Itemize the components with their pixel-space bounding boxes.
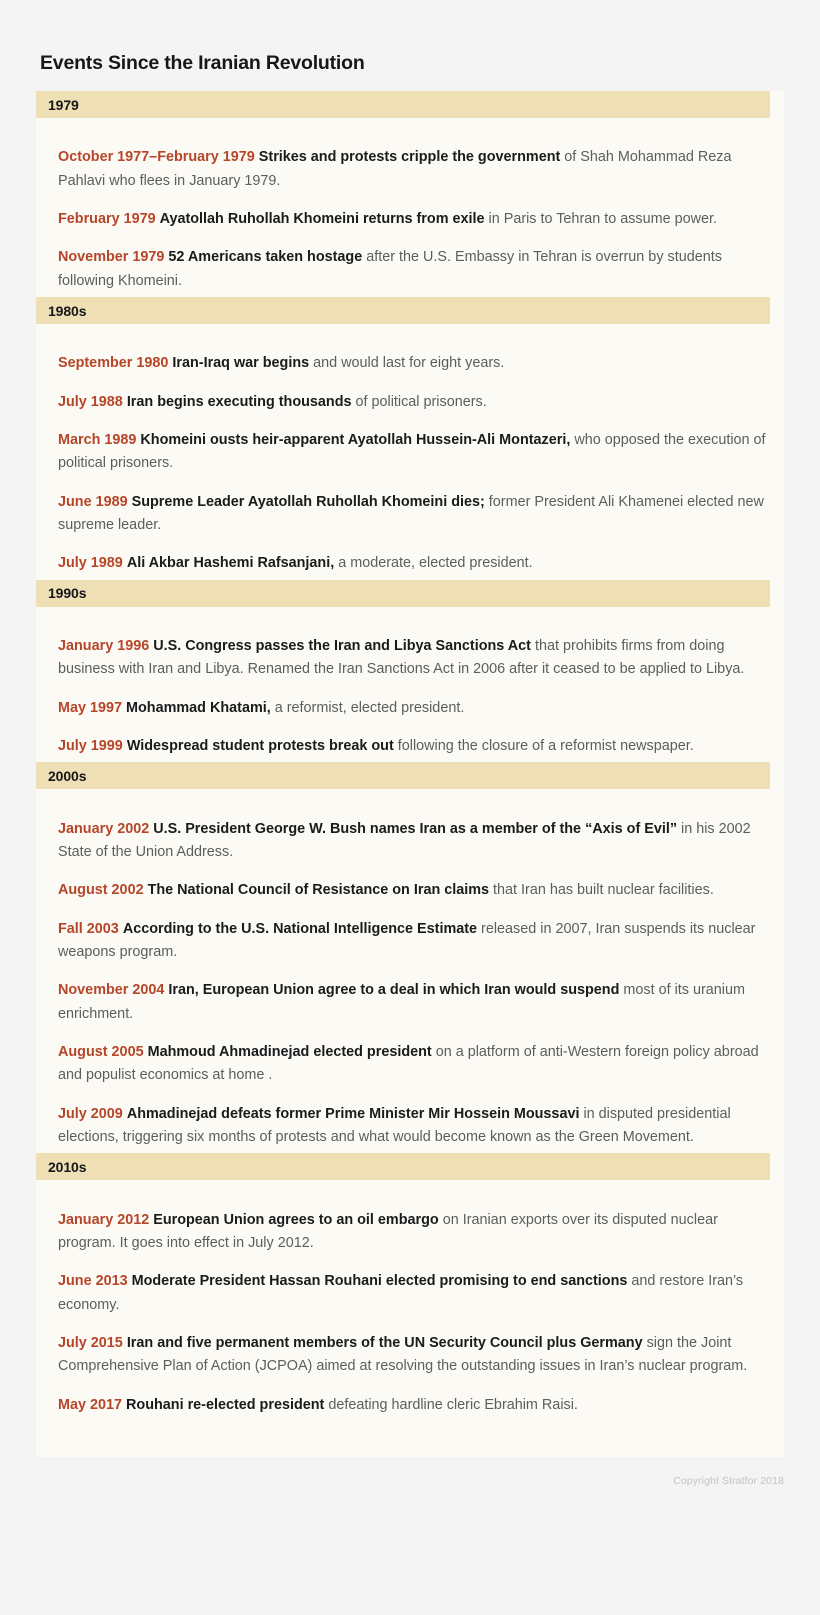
event-date: July 2009 [58, 1105, 123, 1122]
event-date: November 2004 [58, 982, 165, 999]
event-headline: European Union agrees to an oil embargo [153, 1211, 439, 1228]
event-list [36, 1180, 784, 1421]
event-date: March 1989 [58, 432, 137, 449]
event-body: former President Ali Khamenei elected new supreme leader. [58, 493, 764, 534]
decade-label: 2000s [48, 767, 87, 784]
decade-header [36, 297, 770, 324]
event-headline: According to the U.S. National Intelligence Estimate [122, 920, 478, 937]
event-date: September 1980 [58, 355, 169, 372]
decade-label: 1980s [48, 302, 87, 319]
event-headline: Widespread student protests break out [126, 738, 394, 755]
event-body: who opposed the execution of political prisoners. [58, 432, 766, 472]
decade-label: 2010s [48, 1158, 87, 1175]
timeline-event [58, 635, 770, 682]
event-headline: Ali Akbar Hashemi Rafsanjani, [126, 555, 335, 572]
event-headline: U.S. Congress passes the Iran and Libya Sanctions Act [153, 638, 531, 655]
event-body: in Paris to Tehran to assume power. [488, 211, 718, 228]
event-list [36, 324, 784, 580]
event-date: January 2012 [58, 1211, 150, 1228]
timeline-event [58, 429, 770, 476]
event-date: May 1997 [58, 699, 123, 716]
timeline-event [58, 146, 770, 193]
event-body: most of its uranium enrichment. [58, 982, 745, 1022]
event-list [36, 607, 784, 763]
timeline-event [58, 491, 770, 538]
event-headline: Iran begins executing thousands [126, 393, 352, 410]
event-date: January 2002 [58, 820, 150, 837]
event-date: November 1979 [58, 249, 165, 266]
timeline-event [58, 208, 770, 231]
event-body: after the U.S. Embassy in Tehran is overrun by students following Khomeini. [58, 249, 722, 289]
event-body: following the closure of a reformist newspaper. [397, 738, 694, 755]
event-date: July 1988 [58, 393, 123, 410]
timeline-event [58, 979, 770, 1026]
event-body: of political prisoners. [355, 393, 487, 410]
timeline-card [36, 91, 784, 1457]
event-body: and restore Iran’s economy. [58, 1273, 744, 1313]
decade-header [36, 91, 770, 118]
event-body: a reformist, elected president. [274, 699, 465, 716]
event-body: on Iranian exports over its disputed nuclear program. It goes into effect in July 2012. [58, 1211, 718, 1252]
event-date: July 1999 [58, 738, 123, 755]
event-body: and would last for eight years. [313, 355, 505, 372]
timeline-event [58, 1394, 770, 1417]
event-body: in his 2002 State of the Union Address. [58, 820, 751, 861]
timeline-event [58, 879, 770, 902]
timeline-event [58, 735, 770, 758]
timeline-event [58, 1270, 770, 1317]
copyright-notice: Copyright Stratfor 2018 [673, 1475, 784, 1488]
event-body: that prohibits firms from doing business with Iran and Libya. Renamed the Iran Sanctions Act in 2006 after it ceased to be applied to Libya. [58, 638, 745, 678]
event-date: June 1989 [58, 493, 128, 510]
event-headline: 52 Americans taken hostage [168, 249, 363, 266]
decade-header [36, 1153, 770, 1180]
event-body: a moderate, elected president. [338, 555, 533, 572]
event-headline: Khomeini ousts heir-apparent Ayatollah Hussein-Ali Montazeri, [140, 432, 571, 449]
decade-header [36, 580, 770, 607]
event-date: Fall 2003 [58, 920, 119, 937]
event-headline: Iran, European Union agree to a deal in which Iran would suspend [168, 982, 620, 999]
event-headline: Strikes and protests cripple the government [258, 149, 561, 166]
decade-label: 1979 [48, 96, 79, 113]
event-headline: U.S. President George W. Bush names Iran as a member of the “Axis of Evil” [153, 820, 678, 837]
event-headline: Mohammad Khatami, [126, 699, 271, 716]
event-headline: Ahmadinejad defeats former Prime Minister Mir Hossein Moussavi [126, 1105, 580, 1122]
decade-label: 1990s [48, 585, 87, 602]
event-body: of Shah Mohammad Reza Pahlavi who flees in January 1979. [58, 149, 732, 189]
timeline-event [58, 1041, 770, 1088]
timeline-event [58, 391, 770, 414]
event-date: January 1996 [58, 638, 150, 655]
event-date: August 2002 [58, 882, 144, 899]
timeline-event [58, 818, 770, 865]
event-body: on a platform of anti-Western foreign policy abroad and populist economics at home . [58, 1044, 759, 1084]
event-headline: Moderate President Hassan Rouhani elected promising to end sanctions [131, 1273, 628, 1290]
event-body: in disputed presidential elections, triggering six months of protests and what would become known as the Green Movement. [58, 1105, 731, 1146]
timeline-event [58, 1103, 770, 1150]
timeline-event [58, 1332, 770, 1379]
event-headline: Mahmoud Ahmadinejad elected president [147, 1044, 432, 1061]
event-headline: Supreme Leader Ayatollah Ruhollah Khomeini dies; [131, 493, 485, 510]
timeline-event [58, 1209, 770, 1256]
event-headline: Rouhani re-elected president [126, 1396, 325, 1413]
event-headline: The National Council of Resistance on Iran claims [147, 882, 490, 899]
event-date: February 1979 [58, 211, 156, 228]
event-headline: Iran-Iraq war begins [172, 355, 310, 372]
event-date: July 1989 [58, 555, 123, 572]
event-date: October 1977–February 1979 [58, 149, 255, 166]
timeline-event [58, 552, 770, 575]
timeline-event [58, 918, 770, 965]
event-date: June 2013 [58, 1273, 128, 1290]
event-headline: Iran and five permanent members of the UN Security Council plus Germany [126, 1335, 643, 1352]
timeline-event [58, 246, 770, 293]
event-list [36, 118, 784, 297]
event-headline: Ayatollah Ruhollah Khomeini returns from exile [159, 211, 485, 228]
timeline-event [58, 697, 770, 720]
timeline-event [58, 352, 770, 375]
event-date: May 2017 [58, 1396, 123, 1413]
event-date: July 2015 [58, 1335, 123, 1352]
event-body: that Iran has built nuclear facilities. [493, 882, 714, 899]
event-body: defeating hardline cleric Ebrahim Raisi. [328, 1396, 578, 1413]
decade-header [36, 762, 770, 789]
page-title: Events Since the Iranian Revolution [40, 52, 365, 74]
event-body: sign the Joint Comprehensive Plan of Action (JCPOA) aimed at resolving the outstanding issues in Iran’s nuclear program. [58, 1335, 748, 1375]
event-date: August 2005 [58, 1044, 144, 1061]
event-body: released in 2007, Iran suspends its nuclear weapons program. [58, 920, 756, 961]
event-list [36, 789, 784, 1153]
